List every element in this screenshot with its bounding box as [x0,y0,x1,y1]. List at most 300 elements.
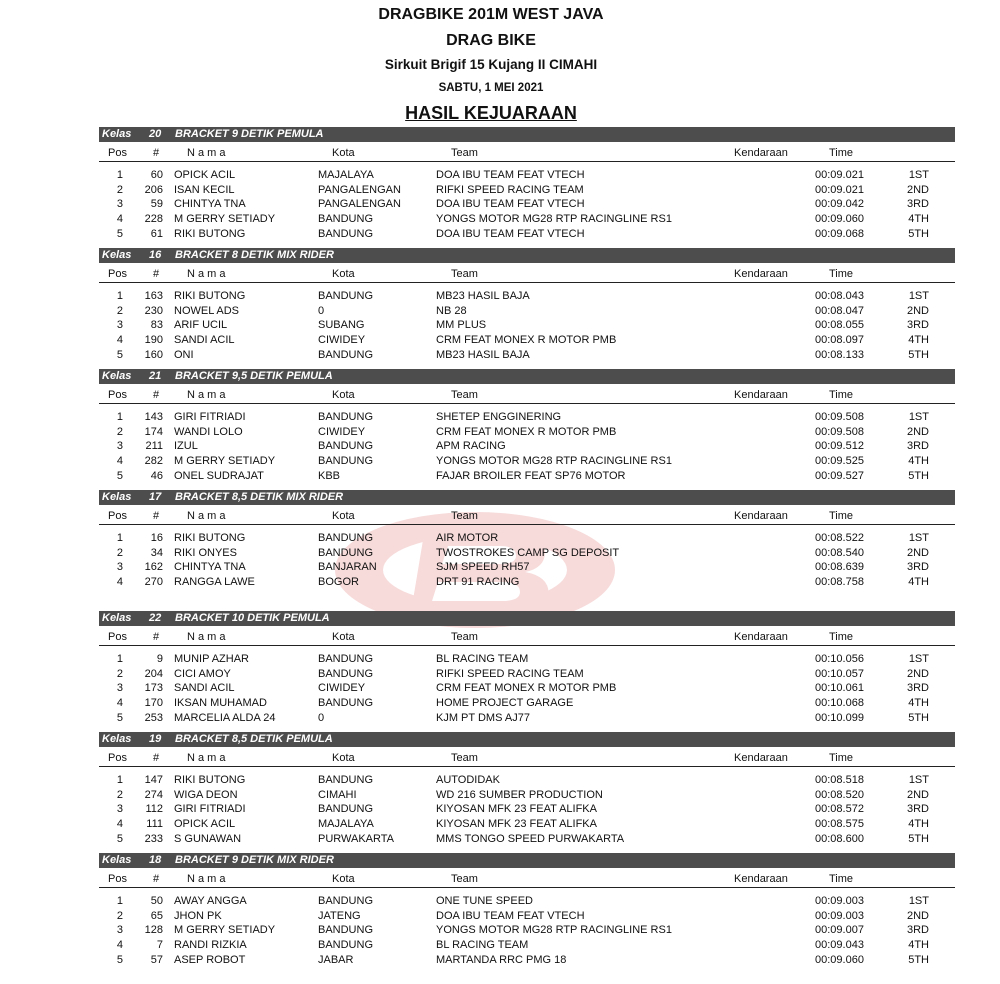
position-cell: 3 [116,803,123,815]
column-header-kota: Kota [332,389,355,401]
column-header-pos: Pos [108,873,127,885]
city-cell: KBB [318,470,341,482]
position-cell: 3 [116,440,123,452]
venue-title: Sirkuit Brigif 15 Kujang II CIMAHI [384,57,598,72]
column-header-nama: N a m a [187,147,226,159]
column-header-nama: N a m a [187,389,226,401]
city-cell: CIWIDEY [318,334,366,346]
column-header-nama: N a m a [187,631,226,643]
class-number: 16 [149,249,162,261]
team-cell: MARTANDA RRC PMG 18 [436,954,567,966]
column-header-nama: N a m a [187,268,226,280]
city-cell: PANGALENGAN [318,184,401,196]
position-cell: 5 [116,349,123,361]
rank-cell: 3RD [906,198,929,210]
rider-name-cell: M GERRY SETIADY [174,455,276,467]
number-cell: 111 [146,818,163,830]
result-row [99,531,955,545]
time-cell: 00:09.068 [815,228,864,240]
rider-name-cell: GIRI FITRIADI [174,411,246,423]
position-cell: 5 [116,470,123,482]
class-number: 18 [149,854,162,866]
class-name: BRACKET 10 DETIK PEMULA [175,612,330,624]
rank-cell: 2ND [906,305,929,317]
rider-name-cell: ARIF UCIL [174,319,228,331]
position-cell: 1 [116,895,123,907]
city-cell: BANDUNG [318,290,374,302]
number-cell: 50 [150,895,163,907]
rank-cell: 2ND [906,910,929,922]
position-cell: 3 [116,319,123,331]
rank-cell: 1ST [908,532,929,544]
rank-cell: 2ND [906,789,929,801]
rider-name-cell: CHINTYA TNA [174,198,246,210]
column-header-pos: Pos [108,147,127,159]
time-cell: 00:09.043 [815,939,864,951]
column-header-kendaraan: Kendaraan [734,147,788,159]
time-cell: 00:10.068 [815,697,864,709]
position-cell: 2 [116,668,123,680]
column-header-kendaraan: Kendaraan [734,510,788,522]
column-header-time: Time [829,752,854,764]
result-row [99,546,955,560]
column-header-team: Team [451,631,478,643]
rider-name-cell: IZUL [174,440,198,452]
class-number: 19 [149,733,162,745]
time-cell: 00:10.056 [815,653,864,665]
number-cell: 174 [144,426,163,438]
number-cell: 112 [145,803,163,815]
rank-cell: 1ST [908,411,929,423]
number-cell: 16 [150,532,163,544]
rank-cell: 5TH [908,470,929,482]
position-cell: 2 [116,305,123,317]
time-cell: 00:09.003 [815,895,864,907]
time-cell: 00:09.508 [815,426,864,438]
position-cell: 4 [116,939,123,951]
team-cell: BL RACING TEAM [436,653,529,665]
time-cell: 00:09.060 [815,954,864,966]
rider-name-cell: ONI [174,349,194,361]
city-cell: BANDUNG [318,455,374,467]
column-header-team: Team [451,268,478,280]
time-cell: 00:08.518 [815,774,864,786]
result-row [99,348,955,362]
class-name: BRACKET 9 DETIK PEMULA [175,128,324,140]
column-header-kota: Kota [332,510,355,522]
result-row [99,183,955,197]
column-header-kendaraan: Kendaraan [734,873,788,885]
results-heading: HASIL KEJUARAAN [405,103,577,123]
team-cell: YONGS MOTOR MG28 RTP RACINGLINE RS1 [436,455,672,467]
city-cell: BANDUNG [318,668,374,680]
result-row [99,909,955,923]
rank-cell: 1ST [908,290,929,302]
time-cell: 00:08.133 [815,349,864,361]
city-cell: 0 [318,305,325,317]
column-header-time: Time [829,389,854,401]
rider-name-cell: AWAY ANGGA [174,895,247,907]
rank-cell: 5TH [908,833,929,845]
rider-name-cell: S GUNAWAN [174,833,242,845]
team-cell: FAJAR BROILER FEAT SP76 MOTOR [436,470,626,482]
city-cell: JATENG [318,910,361,922]
position-cell: 2 [116,426,123,438]
result-row [99,667,955,681]
position-cell: 5 [116,954,123,966]
rider-name-cell: M GERRY SETIADY [174,924,276,936]
rank-cell: 5TH [908,712,929,724]
class-name: BRACKET 8,5 DETIK MIX RIDER [175,491,344,503]
number-cell: 83 [150,319,163,331]
column-header-nama: N a m a [187,752,226,764]
result-row [99,938,955,952]
column-header-pos: Pos [108,631,127,643]
kelas-label: Kelas [102,491,132,503]
team-cell: MB23 HASIL BAJA [436,349,530,361]
team-cell: YONGS MOTOR MG28 RTP RACINGLINE RS1 [436,924,672,936]
time-cell: 00:10.099 [815,712,864,724]
team-cell: KIYOSAN MFK 23 FEAT ALIFKA [436,818,597,830]
result-row [99,439,955,453]
result-row [99,575,955,589]
result-row [99,802,955,816]
position-cell: 4 [116,697,123,709]
city-cell: BANDUNG [318,653,374,665]
team-cell: BL RACING TEAM [436,939,529,951]
position-cell: 4 [116,455,123,467]
rank-cell: 3RD [906,803,929,815]
number-cell: 9 [156,653,163,665]
number-cell: 270 [144,576,163,588]
column-header-kendaraan: Kendaraan [734,752,788,764]
rider-name-cell: ONEL SUDRAJAT [174,470,264,482]
kelas-label: Kelas [102,733,132,745]
column-header-no: # [153,631,160,643]
team-cell: SHETEP ENGGINERING [436,411,562,423]
rider-name-cell: ASEP ROBOT [174,954,246,966]
number-cell: 274 [144,789,163,801]
class-number: 20 [149,128,162,140]
number-cell: 60 [150,169,163,181]
class-bar [99,490,955,505]
rank-cell: 4TH [908,213,929,225]
team-cell: DOA IBU TEAM FEAT VTECH [436,169,585,181]
city-cell: BANDUNG [318,939,374,951]
class-bar [99,127,955,142]
team-cell: CRM FEAT MONEX R MOTOR PMB [436,426,617,438]
rider-name-cell: OPICK ACIL [174,818,236,830]
rank-cell: 4TH [908,455,929,467]
rank-cell: 2ND [906,426,929,438]
city-cell: BANDUNG [318,440,374,452]
time-cell: 00:09.003 [815,910,864,922]
city-cell: CIMAHI [318,789,357,801]
column-header-row [99,505,955,525]
rider-name-cell: WANDI LOLO [174,426,243,438]
class-number: 22 [149,612,162,624]
result-row [99,318,955,332]
column-header-team: Team [451,873,478,885]
result-row [99,696,955,710]
column-header-row [99,747,955,767]
column-header-pos: Pos [108,268,127,280]
team-cell: CRM FEAT MONEX R MOTOR PMB [436,334,617,346]
column-header-no: # [153,752,160,764]
position-cell: 4 [116,213,123,225]
number-cell: 143 [144,411,163,423]
column-header-row [99,868,955,888]
city-cell: BANDUNG [318,924,374,936]
number-cell: 57 [150,954,163,966]
class-name: BRACKET 8 DETIK MIX RIDER [175,249,334,261]
team-cell: KJM PT DMS AJ77 [436,712,530,724]
kelas-label: Kelas [102,249,132,261]
time-cell: 00:08.047 [815,305,864,317]
position-cell: 1 [116,653,123,665]
category-title: DRAG BIKE [446,32,536,49]
result-row [99,681,955,695]
number-cell: 163 [144,290,163,302]
rank-cell: 4TH [908,697,929,709]
column-header-team: Team [451,752,478,764]
result-row [99,212,955,226]
rider-name-cell: MARCELIA ALDA 24 [174,712,276,724]
number-cell: 34 [150,547,163,559]
time-cell: 00:08.043 [815,290,864,302]
rank-cell: 4TH [908,939,929,951]
column-header-time: Time [829,268,854,280]
position-cell: 3 [116,682,123,694]
column-header-team: Team [451,510,478,522]
number-cell: 59 [150,198,163,210]
rank-cell: 2ND [906,668,929,680]
column-header-no: # [153,510,160,522]
class-bar [99,611,955,626]
column-header-team: Team [451,389,478,401]
number-cell: 65 [150,910,163,922]
rank-cell: 3RD [906,440,929,452]
kelas-label: Kelas [102,370,132,382]
column-header-pos: Pos [108,752,127,764]
position-cell: 5 [116,833,123,845]
result-row [99,788,955,802]
city-cell: MAJALAYA [318,818,374,830]
rank-cell: 3RD [906,561,929,573]
city-cell: BANDUNG [318,349,374,361]
column-header-pos: Pos [108,510,127,522]
number-cell: 160 [144,349,163,361]
position-cell: 1 [116,290,123,302]
city-cell: BANDUNG [318,532,374,544]
column-header-time: Time [829,873,854,885]
result-row [99,410,955,424]
rank-cell: 5TH [908,228,929,240]
time-cell: 00:10.061 [815,682,864,694]
number-cell: 190 [144,334,163,346]
team-cell: DRT 91 RACING [436,576,520,588]
class-name: BRACKET 9 DETIK MIX RIDER [175,854,334,866]
class-name: BRACKET 9,5 DETIK PEMULA [175,370,333,382]
column-header-kota: Kota [332,873,355,885]
time-cell: 00:09.060 [815,213,864,225]
rider-name-cell: IKSAN MUHAMAD [174,697,267,709]
class-bar [99,732,955,747]
rider-name-cell: GIRI FITRIADI [174,803,246,815]
position-cell: 3 [116,198,123,210]
position-cell: 1 [116,411,123,423]
rider-name-cell: RANDI RIZKIA [174,939,247,951]
class-bar [99,369,955,384]
rider-name-cell: RIKI BUTONG [174,290,246,302]
rank-cell: 1ST [908,653,929,665]
position-cell: 1 [116,532,123,544]
time-cell: 00:10.057 [815,668,864,680]
rider-name-cell: MUNIP AZHAR [174,653,249,665]
column-header-kendaraan: Kendaraan [734,389,788,401]
time-cell: 00:09.525 [815,455,864,467]
team-cell: AIR MOTOR [436,532,499,544]
class-number: 21 [149,370,162,382]
result-row [99,168,955,182]
number-cell: 228 [144,213,163,225]
rank-cell: 2ND [906,547,929,559]
team-cell: KIYOSAN MFK 23 FEAT ALIFKA [436,803,597,815]
team-cell: MB23 HASIL BAJA [436,290,530,302]
rank-cell: 1ST [908,774,929,786]
time-cell: 00:09.512 [815,440,864,452]
team-cell: ONE TUNE SPEED [436,895,533,907]
time-cell: 00:08.540 [815,547,864,559]
time-cell: 00:08.639 [815,561,864,573]
rider-name-cell: RANGGA LAWE [174,576,255,588]
column-header-no: # [153,268,160,280]
result-row [99,425,955,439]
rider-name-cell: CHINTYA TNA [174,561,246,573]
city-cell: MAJALAYA [318,169,374,181]
team-cell: SJM SPEED RH57 [436,561,530,573]
city-cell: PANGALENGAN [318,198,401,210]
column-header-time: Time [829,510,854,522]
city-cell: BANDUNG [318,228,374,240]
result-row [99,197,955,211]
team-cell: RIFKI SPEED RACING TEAM [436,184,584,196]
result-row [99,560,955,574]
event-date: SABTU, 1 MEI 2021 [438,82,544,94]
position-cell: 2 [116,910,123,922]
column-header-row [99,142,955,162]
position-cell: 4 [116,818,123,830]
position-cell: 3 [116,924,123,936]
result-row [99,333,955,347]
position-cell: 5 [116,712,123,724]
city-cell: BOGOR [318,576,359,588]
position-cell: 4 [116,334,123,346]
rider-name-cell: NOWEL ADS [174,305,239,317]
city-cell: CIWIDEY [318,682,366,694]
city-cell: BANDUNG [318,803,374,815]
kelas-label: Kelas [102,128,132,140]
result-row [99,469,955,483]
team-cell: WD 216 SUMBER PRODUCTION [436,789,603,801]
column-header-time: Time [829,147,854,159]
rider-name-cell: ISAN KECIL [174,184,235,196]
team-cell: DOA IBU TEAM FEAT VTECH [436,228,585,240]
column-header-row [99,263,955,283]
team-cell: CRM FEAT MONEX R MOTOR PMB [436,682,617,694]
number-cell: 162 [144,561,163,573]
column-header-kendaraan: Kendaraan [734,268,788,280]
kelas-label: Kelas [102,854,132,866]
position-cell: 3 [116,561,123,573]
time-cell: 00:08.575 [815,818,864,830]
rank-cell: 4TH [908,576,929,588]
number-cell: 230 [144,305,163,317]
time-cell: 00:09.527 [815,470,864,482]
team-cell: NB 28 [436,305,467,317]
number-cell: 211 [145,440,163,452]
rider-name-cell: OPICK ACIL [174,169,236,181]
rider-name-cell: SANDI ACIL [174,334,235,346]
number-cell: 7 [156,939,163,951]
column-header-kota: Kota [332,631,355,643]
rank-cell: 3RD [906,682,929,694]
position-cell: 1 [116,169,123,181]
rider-name-cell: JHON PK [174,910,222,922]
column-header-pos: Pos [108,389,127,401]
result-row [99,227,955,241]
number-cell: 253 [144,712,163,724]
rider-name-cell: RIKI BUTONG [174,228,246,240]
class-bar [99,853,955,868]
rider-name-cell: M GERRY SETIADY [174,213,276,225]
time-cell: 00:08.520 [815,789,864,801]
class-name: BRACKET 8,5 DETIK PEMULA [175,733,333,745]
time-cell: 00:08.572 [815,803,864,815]
time-cell: 00:08.055 [815,319,864,331]
column-header-nama: N a m a [187,510,226,522]
class-bar [99,248,955,263]
number-cell: 170 [144,697,163,709]
team-cell: DOA IBU TEAM FEAT VTECH [436,198,585,210]
city-cell: BANDUNG [318,774,374,786]
rider-name-cell: SANDI ACIL [174,682,235,694]
result-row [99,773,955,787]
rider-name-cell: RIKI BUTONG [174,532,246,544]
number-cell: 147 [144,774,163,786]
city-cell: BANJARAN [318,561,377,573]
time-cell: 00:09.007 [815,924,864,936]
city-cell: BANDUNG [318,895,374,907]
city-cell: BANDUNG [318,547,374,559]
team-cell: MMS TONGO SPEED PURWAKARTA [436,833,625,845]
position-cell: 2 [116,547,123,559]
column-header-no: # [153,389,160,401]
rank-cell: 4TH [908,334,929,346]
team-cell: AUTODIDAK [436,774,500,786]
column-header-kota: Kota [332,268,355,280]
column-header-no: # [153,147,160,159]
time-cell: 00:08.758 [815,576,864,588]
position-cell: 4 [116,576,123,588]
column-header-time: Time [829,631,854,643]
team-cell: HOME PROJECT GARAGE [436,697,574,709]
result-row [99,923,955,937]
team-cell: MM PLUS [436,319,487,331]
position-cell: 2 [116,184,123,196]
team-cell: RIFKI SPEED RACING TEAM [436,668,584,680]
result-row [99,711,955,725]
